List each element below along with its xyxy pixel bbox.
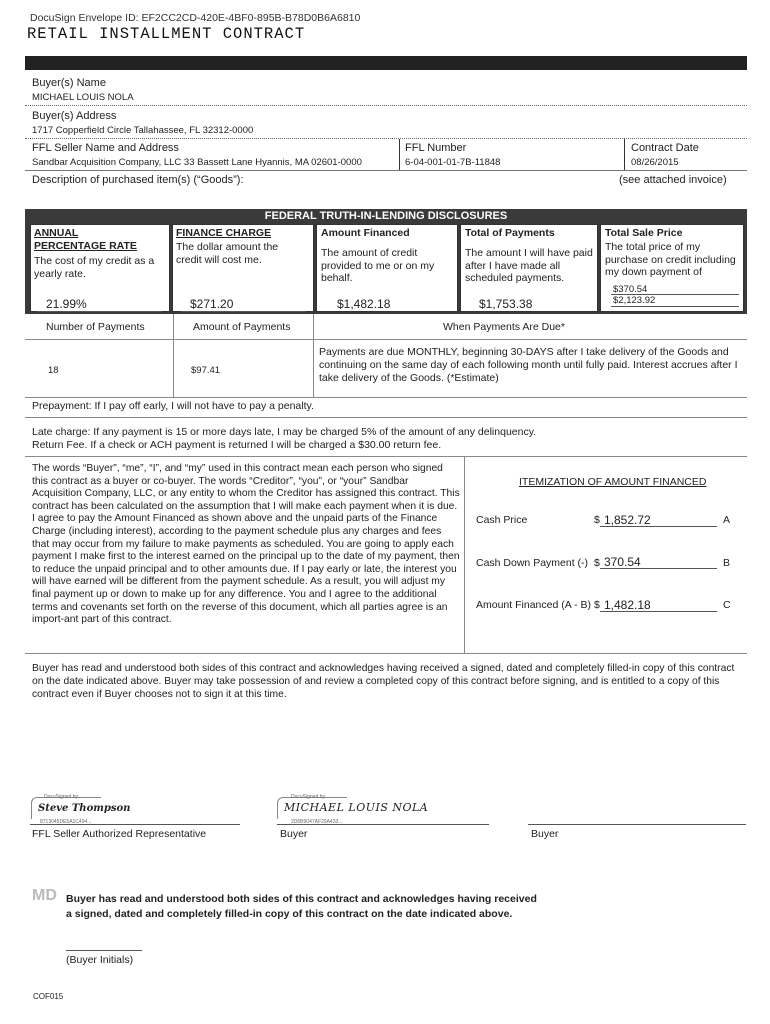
terms-paragraph: The words “Buyer”, “me”, “I”, and “my” used in this contract mean each person who signed this contract as a buyer or co-buyer. The words “Creditor”, “you”, or “your” Sandbar Acquisition Company, LLC, or any entity to whom the Creditor has assigned this contract. This contract has been calculated on the assumption that I will make each payment when it is due. I agree to pay the Amount Financed as shown above and the unpaid parts of the Finance Charge (including interest), according to the payment schedule plus any charges and fees that may occur from my failure to make payments as scheduled. You are going to apply each payment I make first to the interest earned on the principal up to the date of my payment, then to reduce the unpaid principal and to other amounts due. If I pay early or late, the interest you will have earned will be different from the payment schedule. As a result, you will adjust my final payment up or down to make up for any difference. You and I agree to the additional terms and covenants set forth on the reverse of this document, which all parties agree is an import-ant part of this contract. (32, 463, 460, 626)
goods-value: (see attached invoice) (619, 174, 727, 186)
divider (25, 170, 747, 171)
amount-financed-desc: The amount of credit provided to me or on my behalf. (321, 247, 435, 284)
buyer-signature-id: 2D6B9047AF29A433... (291, 819, 343, 825)
divider (25, 456, 747, 457)
page-title: RETAIL INSTALLMENT CONTRACT (27, 25, 306, 43)
docusigned-label: DocuSigned by: (44, 794, 80, 800)
buyer-name-value: MICHAEL LOUIS NOLA (32, 92, 134, 103)
form-code: COF015 (33, 992, 64, 1001)
total-sale-value: $2,123.92 (613, 295, 656, 306)
docusigned-label: DocuSigned by: (291, 794, 327, 800)
amount-financed-cell (316, 224, 458, 312)
prepayment-text: Prepayment: If I pay off early, I will not have to pay a penalty. (32, 400, 314, 412)
contract-date-value: 08/26/2015 (631, 157, 679, 168)
ffl-number-label: FFL Number (405, 142, 467, 154)
divider (173, 314, 174, 397)
underline (600, 526, 717, 527)
total-sale-title: Total Sale Price (605, 227, 683, 239)
buyer-address-label: Buyer(s) Address (32, 110, 117, 122)
signature-line (277, 824, 489, 825)
envelope-id: DocuSign Envelope ID: EF2CC2CD-420E-4BF0-895B-B78D0B6A6810 (30, 12, 361, 24)
buyer-address-value: 1717 Copperfield Circle Tallahassee, FL 32312-0000 (32, 125, 254, 136)
return-fee-text: Return Fee. If a check or ACH payment is returned I will be charged a $30.00 return fee. (32, 439, 442, 451)
buyer-initials-mark: MD (32, 887, 57, 904)
total-payments-desc: The amount I will have paid after I have made all scheduled payments. (465, 247, 593, 284)
total-sale-down: $370.54 (613, 284, 648, 295)
amount-financed-letter: C (723, 599, 731, 611)
total-payments-cell (460, 224, 598, 312)
seller-label: FFL Seller Name and Address (32, 142, 179, 154)
currency-symbol: $ (594, 557, 600, 569)
divider (464, 456, 465, 653)
amt-payments-label: Amount of Payments (193, 321, 291, 333)
num-payments-label: Number of Payments (46, 321, 145, 333)
divider (399, 139, 400, 170)
finance-charge-desc: The dollar amount the credit will cost me. (176, 241, 279, 266)
initials-text-line1: Buyer has read and understood both sides of this contract and acknowledges having received (66, 893, 537, 905)
underline (600, 611, 717, 612)
total-payments-value: $1,753.38 (479, 297, 533, 311)
finance-charge-value: $271.20 (190, 297, 234, 311)
goods-label: Description of purchased item(s) (“Goods”): (32, 174, 244, 186)
buyer2-label: Buyer (531, 828, 559, 840)
total-sale-desc: The total price of my purchase on credit including my down payment of (605, 241, 736, 278)
divider (25, 653, 747, 654)
down-payment-value: 370.54 (604, 555, 641, 569)
when-due-text: Payments are due MONTHLY, beginning 30-DAYS after I take delivery of the Goods and continuing on the same day of each following month until fully paid. Interest accrues after I take delivery of the Goods. (*Estimate) (319, 346, 738, 384)
currency-symbol: $ (594, 514, 600, 526)
buyer-label: Buyer (280, 828, 308, 840)
total-sale-cell (600, 224, 744, 312)
amount-financed-value: $1,482.18 (337, 297, 391, 311)
divider (624, 139, 625, 170)
ffl-number-value: 6-04-001-01-7B-11848 (405, 157, 501, 168)
buyer-signature: MICHAEL LOUIS NOLA (284, 801, 429, 814)
apr-desc: The cost of my credit as a yearly rate. (34, 255, 155, 280)
itemization-title: ITEMIZATION OF AMOUNT FINANCED (519, 476, 707, 488)
underline (600, 568, 717, 569)
currency-symbol: $ (594, 599, 600, 611)
down-payment-letter: B (723, 557, 731, 569)
seller-value: Sandbar Acquisition Company, LLC 33 Bassett Lane Hyannis, MA 02601-0000 (32, 157, 362, 168)
cash-price-letter: A (723, 514, 731, 526)
underline (611, 306, 739, 307)
late-charge-text: Late charge: If any payment is 15 or more days late, I may be charged 5% of the amount of any delinquency. (32, 426, 537, 438)
divider (25, 417, 747, 418)
apr-title: ANNUAL (34, 227, 79, 239)
tila-heading: FEDERAL TRUTH-IN-LENDING DISCLOSURES (264, 210, 508, 222)
acknowledgement-text: Buyer has read and understood both sides of this contract and acknowledges having received a signed, dated and completely filled-in copy of this contract on the date indicated above. Buyer may take possession of and review a completed copy of this contract before signing, and is entitled to a copy of this contract even if Buyer chooses not to sign it at this time. (32, 663, 735, 700)
initials-text-line2: a signed, dated and completely filled-in copy of this contract on the date indicated above. (66, 908, 513, 920)
divider (25, 138, 747, 139)
seller-signature: Steve Thompson (38, 803, 131, 814)
cash-price-value: 1,852.72 (604, 513, 651, 527)
underline (37, 311, 162, 312)
num-payments-value: 18 (48, 365, 59, 376)
divider (25, 397, 747, 398)
amount-financed-item-value: 1,482.18 (604, 598, 651, 612)
seller-signature-id: 8713045DE5A1C494... (40, 819, 92, 825)
divider (313, 314, 314, 397)
total-payments-title: Total of Payments (465, 227, 555, 239)
finance-charge-cell (172, 224, 314, 312)
apr-title: PERCENTAGE RATE (34, 240, 137, 252)
divider (25, 105, 747, 106)
signature-line (528, 824, 746, 825)
down-payment-label: Cash Down Payment (-) (476, 557, 589, 569)
seller-rep-label: FFL Seller Authorized Representative (32, 828, 207, 840)
amount-financed-title: Amount Financed (321, 227, 410, 239)
buyer-name-label: Buyer(s) Name (32, 77, 106, 89)
divider (25, 339, 747, 340)
apr-cell (30, 224, 170, 312)
signature-line (30, 824, 240, 825)
apr-value: 21.99% (46, 297, 87, 311)
cash-price-label: Cash Price (476, 514, 528, 526)
amount-financed-label: Amount Financed (A - B) (476, 599, 591, 611)
contract-date-label: Contract Date (631, 142, 699, 154)
when-due-label: When Payments Are Due* (443, 321, 565, 333)
underline (181, 311, 306, 312)
finance-charge-title: FINANCE CHARGE (176, 227, 272, 239)
buyer-initials-label: (Buyer Initials) (66, 954, 134, 966)
header-bar (25, 56, 747, 70)
amt-payments-value: $97.41 (191, 365, 221, 376)
initials-line (66, 950, 142, 951)
